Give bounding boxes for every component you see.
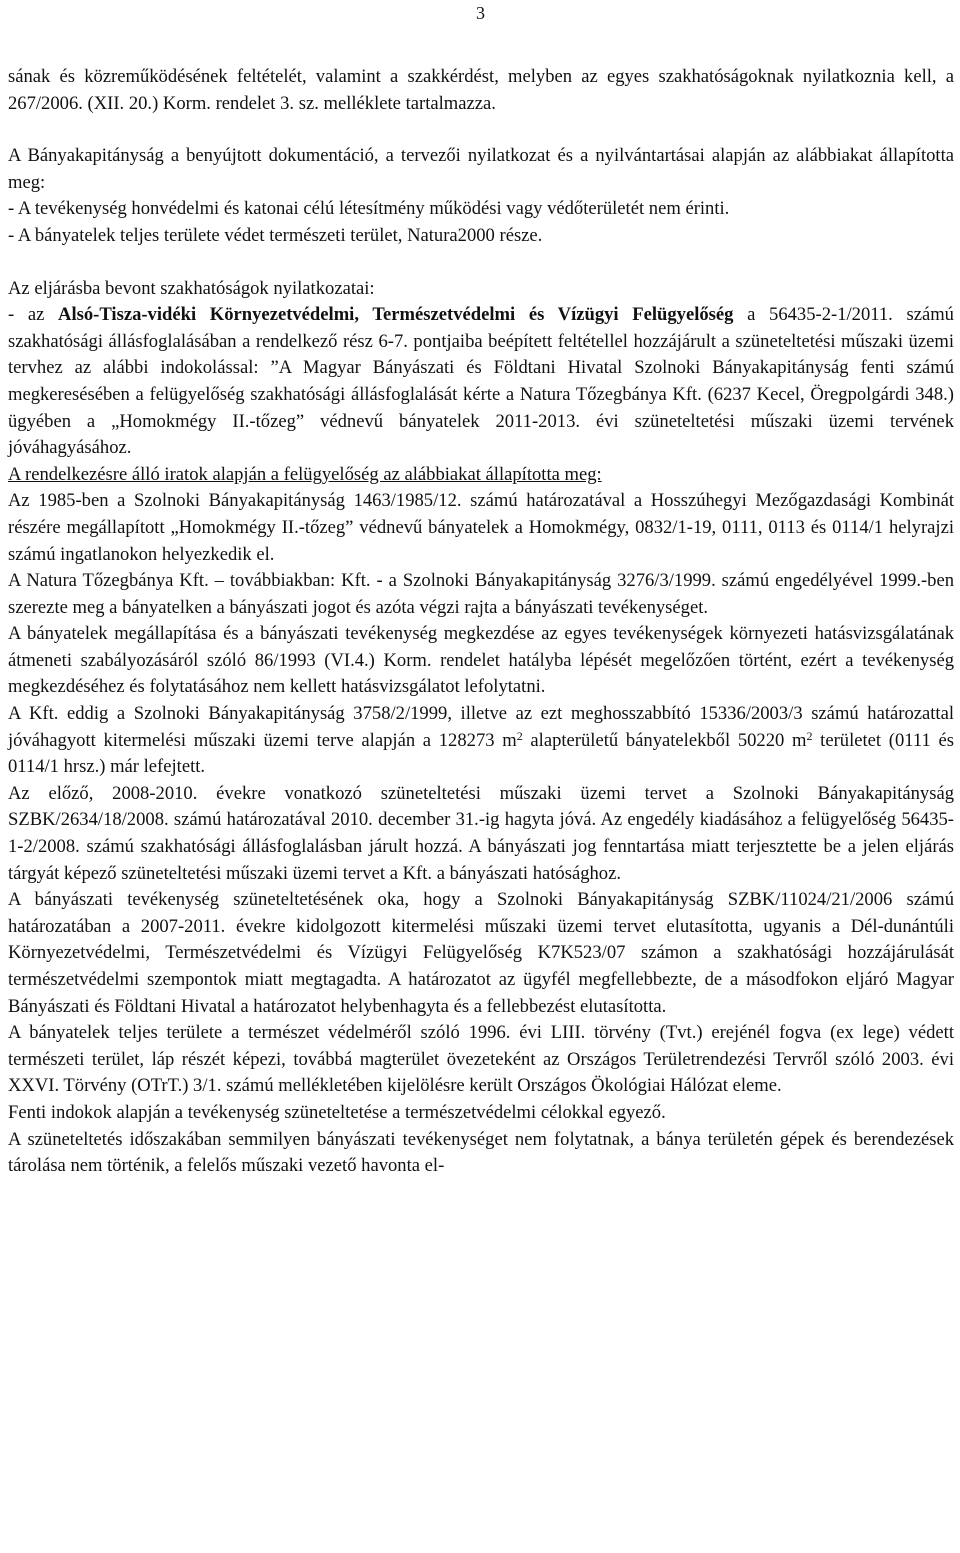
paragraph-suspension-reason: A bányászati tevékenység szüneteltetésének oka, hogy a Szolnoki Bányakapitányság SZBK/11024/21/2006 számú határozatában a 2007-2011. évekre kidolgozott kitermelési műszaki üzemi tervet elutasította, ugyanis a Dél-dunántúli Környezetvédelmi, Természetvédelmi és Vízügyi Felügyelőség K7K523/07 számon a szakhatósági hozzájárulását természetvédelmi szempontok miatt megtagadta. A határozatot az ügyfél megfellebbezte, de a másodfokon eljáró Magyar Bányászati és Földtani Hivatal a határozatot helybenhagyta és a fellebbezést elutasította. bbox=[8, 889, 954, 1017]
area-text-2: alapterületű bányatelekből 50220 m bbox=[522, 729, 807, 751]
spacer bbox=[8, 250, 954, 276]
area-superscript-2: 2 bbox=[806, 728, 813, 743]
paragraph-intro: sának és közreműködésének feltételét, valamint a szakkérdést, melyben az egyes szakhatóságoknak nyilatkoznia kell, a 267/2006. (XII. 20.) Korm. rendelet 3. sz. melléklete tartalmazza. bbox=[8, 66, 954, 114]
area-text-3: területet (0111 és 0114/1 hrsz.) már lefejtett. bbox=[8, 729, 954, 778]
paragraph-protected-area: A bányatelek teljes területe a természet védelméről szóló 1996. évi LIII. törvény (Tvt.) erejénél fogva (ex lege) védett természeti terület, láp részét képezi, továbbá magterület övezeteként az Országos Területrendezési Tervről szóló 2003. évi XXVI. Törvény (OTrT.) 3/1. számú mellékletében kijelölésre került Országos Ökológiai Hálózat eleme. bbox=[8, 1022, 954, 1097]
spacer bbox=[8, 117, 954, 143]
statement-body: a 56435-2-1/2011. számú szakhatósági állásfoglalásában a rendelkező rész 6-7. pontjaiba beépített feltétellel hozzájárult a szüneteltetési műszaki üzemi tervhez az alábbi indokolással: ”A Magyar Bányászati és Földtani Hivatal Szolnoki Bányakapitányság fenti számú megkeresésében a felügyelőség szakhatósági állásfoglalását kérte a Natura Tőzegbánya Kft. (6237 Kecel, Öregpolgárdi 348.) ügyében a „Homokmégy II.-tőzeg” védnevű bányatelek 2011-2013. évi szüneteltetési műszaki üzemi tervének jóváhagyásához. bbox=[8, 304, 954, 459]
paragraph-impact-assessment: A bányatelek megállapítása és a bányászati tevékenység megkezdése az egyes tevékenységek környezeti hatásvizsgálatának átmeneti szabályozásáról szóló 86/1993 (VI.4.) Korm. rendelet hatályba lépését megelőzően történt, ezért a tevékenység megkezdéséhez és folytatásához nem kellett hatásvizsgálatot lefolytatni. bbox=[8, 623, 954, 698]
statement-prefix: - az bbox=[8, 304, 59, 326]
paragraph-kft-license: A Natura Tőzegbánya Kft. – továbbiakban: Kft. - a Szolnoki Bányakapitányság 3276/3/1999. számú engedélyével 1999.-ben szerezte meg a bányatelken a bányászati jogot és azóta végzi rajta a bányászati tevékenységet. bbox=[8, 570, 954, 618]
paragraph-suspension-period: A szüneteltetés időszakában semmilyen bányászati tevékenységet nem folytatnak, a bánya területén gépek és berendezések tárolása nem történik, a felelős műszaki vezető havonta el- bbox=[8, 1128, 954, 1177]
paragraph-conclusion: Fenti indokok alapján a tevékenység szüneteltetése a természetvédelmi célokkal egyező. bbox=[8, 1101, 666, 1123]
authority-name: Alsó-Tisza-vidéki Környezetvédelmi, Természetvédelmi és Vízügyi Felügyelőség bbox=[58, 304, 734, 326]
area-superscript-1: 2 bbox=[516, 728, 523, 743]
paragraph-history-1985: Az 1985-ben a Szolnoki Bányakapitányság 1463/1985/12. számú határozatával a Hosszúhegyi Mezőgazdasági Kombinát részére megállapított „Homokmégy II.-tőzeg” védnevű bányatelek a Homokmégy, 0832/1-19, 0111, 0113 és 0114/1 helyrajzi számú ingatlanokon helyezkedik el. bbox=[8, 490, 954, 565]
finding-item-defense: - A tevékenység honvédelmi és katonai célú létesítmény működési vagy védőterületét nem érinti. bbox=[8, 198, 730, 220]
paragraph-findings-intro: A Bányakapitányság a benyújtott dokumentáció, a tervezői nyilatkozat és a nyilvántartásai alapján az alábbiakat állapította meg: bbox=[8, 145, 954, 193]
paragraph-extraction-area bbox=[8, 701, 954, 781]
area-text-1: A Kft. eddig a Szolnoki Bányakapitányság 3758/2/1999, illetve az ezt meghosszabbító 15336/2003/3 számú határozattal jóváhagyott kitermelési műszaki üzemi terve alapján a 128273 m bbox=[8, 703, 954, 751]
finding-item-natura: - A bányatelek teljes területe védet természeti terület, Natura2000 része. bbox=[8, 224, 543, 246]
document-body bbox=[8, 64, 954, 1180]
paragraph-previous-plan: Az előző, 2008-2010. évekre vonatkozó szüneteltetési műszaki üzemi tervet a Szolnoki Bányakapitányság SZBK/2634/18/2008. számú határozatával 2010. december 31.-ig hagyta jóvá. Az engedély kiadásához a felügyelőség 56435-1-2/2008. számú szakhatósági állásfoglalásban járult hozzá. A bányászati jog fenntartása miatt terjesztette be a jelen eljárás tárgyát képező szüneteltetési műszaki üzemi tervet a Kft. a bányászati hatósághoz. bbox=[8, 782, 954, 884]
paragraph-authorities-heading: Az eljárásba bevont szakhatóságok nyilatkozatai: bbox=[8, 277, 375, 299]
paragraph-authority-statement bbox=[8, 302, 954, 462]
page-number: 3 bbox=[476, 3, 485, 23]
paragraph-underlined-heading: A rendelkezésre álló iratok alapján a felügyelőség az alábbiakat állapította meg: bbox=[8, 463, 602, 485]
